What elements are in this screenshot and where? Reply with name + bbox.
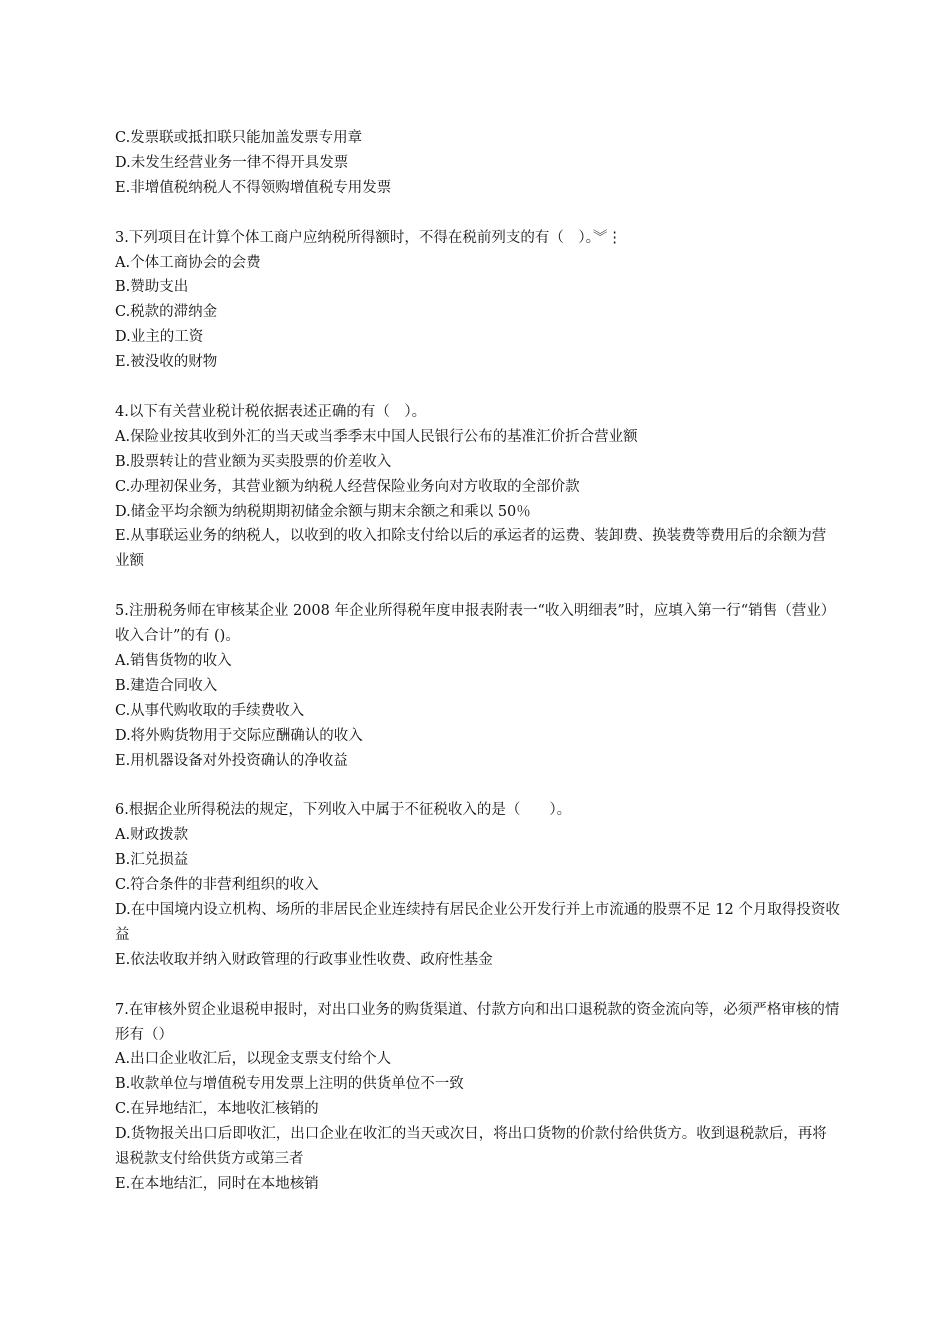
option-a: A.财政拨款 — [115, 827, 189, 844]
option-d: D.业主的工资 — [115, 329, 204, 346]
option-e: E.从事联运业务的纳税人，以收到的收入扣除支付给以后的承运者的运费、装卸费、换装费等费用后的余额为营业额 — [115, 528, 827, 570]
option-d: D.未发生经营业务一律不得开具发票 — [115, 154, 349, 171]
option-a: A.销售货物的收入 — [115, 652, 232, 669]
option-c: C.在异地结汇，本地收汇核销的 — [115, 1101, 319, 1118]
option-b: B.汇兑损益 — [115, 852, 189, 869]
question-stem: 5.注册税务师在审核某企业 2008 年企业所得税年度申报表附表一“收入明细表”时，应填入第一行“销售（营业）收入合计”的有 ()。 — [115, 603, 836, 645]
option-c: C.符合条件的非营利组织的收入 — [115, 877, 319, 894]
option-d: D.储金平均余额为纳税期期初储金余额与期末余额之和乘以 50％ — [115, 503, 531, 520]
question-5 — [115, 599, 840, 773]
question-stem: 4.以下有关营业税计税依据表述正确的有（ ）。 — [115, 403, 427, 420]
option-b: B.赞助支出 — [115, 279, 189, 296]
question-6 — [115, 798, 840, 972]
paragraph-gap — [115, 375, 840, 400]
document-page — [115, 126, 840, 1197]
option-e: E.在本地结汇，同时在本地核销 — [115, 1175, 319, 1192]
option-b: B.建造合同收入 — [115, 677, 218, 694]
question-stem: 6.根据企业所得税法的规定，下列收入中属于不征税收入的是（ ）。 — [115, 802, 572, 819]
question-stem: 3.下列项目在计算个体工商户应纳税所得额时，不得在税前列支的有（ ）。︾⋮ — [115, 229, 622, 246]
option-e: E.非增值税纳税人不得领购增值税专用发票 — [115, 179, 392, 196]
option-a: A.保险业按其收到外汇的当天或当季季末中国人民银行公布的基准汇价折合营业额 — [115, 428, 638, 445]
option-e: E.被没收的财物 — [115, 354, 218, 371]
option-e: E.依法收取并纳入财政管理的行政事业性收费、政府性基金 — [115, 951, 493, 968]
paragraph-gap — [115, 774, 840, 799]
option-e: E.用机器设备对外投资确认的净收益 — [115, 752, 348, 769]
option-d: D.在中国境内设立机构、场所的非居民企业连续持有居民企业公开发行并上市流通的股票不足 12 个月取得投资收益 — [115, 902, 840, 943]
option-c: C.办理初保业务，其营业额为纳税人经营保险业务向对方收取的全部价款 — [115, 478, 580, 495]
option-a: A.个体工商协会的会费 — [115, 254, 261, 271]
option-c: C.从事代购收取的手续费收入 — [115, 702, 305, 719]
option-d: D.将外购货物用于交际应酬确认的收入 — [115, 727, 363, 744]
option-d: D.货物报关出口后即收汇，出口企业在收汇的当天或次日，将出口货物的价款付给供货方。收到退税款后，再将退税款支付给供货方或第三者 — [115, 1126, 827, 1168]
question-7 — [115, 998, 840, 1197]
paragraph-gap — [115, 973, 840, 998]
option-c: C.税款的滞纳金 — [115, 304, 218, 321]
paragraph-gap — [115, 201, 840, 226]
option-a: A.出口企业收汇后，以现金支票支付给个人 — [115, 1051, 392, 1068]
question-2-options-tail — [115, 126, 840, 201]
option-b: B.股票转让的营业额为买卖股票的价差收入 — [115, 453, 392, 470]
question-stem: 7.在审核外贸企业退税申报时，对出口业务的购货渠道、付款方向和出口退税款的资金流向等，必须严格审核的情形有（） — [115, 1001, 840, 1043]
question-3 — [115, 226, 840, 375]
paragraph-gap — [115, 574, 840, 599]
question-4 — [115, 400, 840, 574]
option-b: B.收款单位与增值税专用发票上注明的供货单位不一致 — [115, 1076, 464, 1093]
option-c: C.发票联或抵扣联只能加盖发票专用章 — [115, 130, 363, 146]
